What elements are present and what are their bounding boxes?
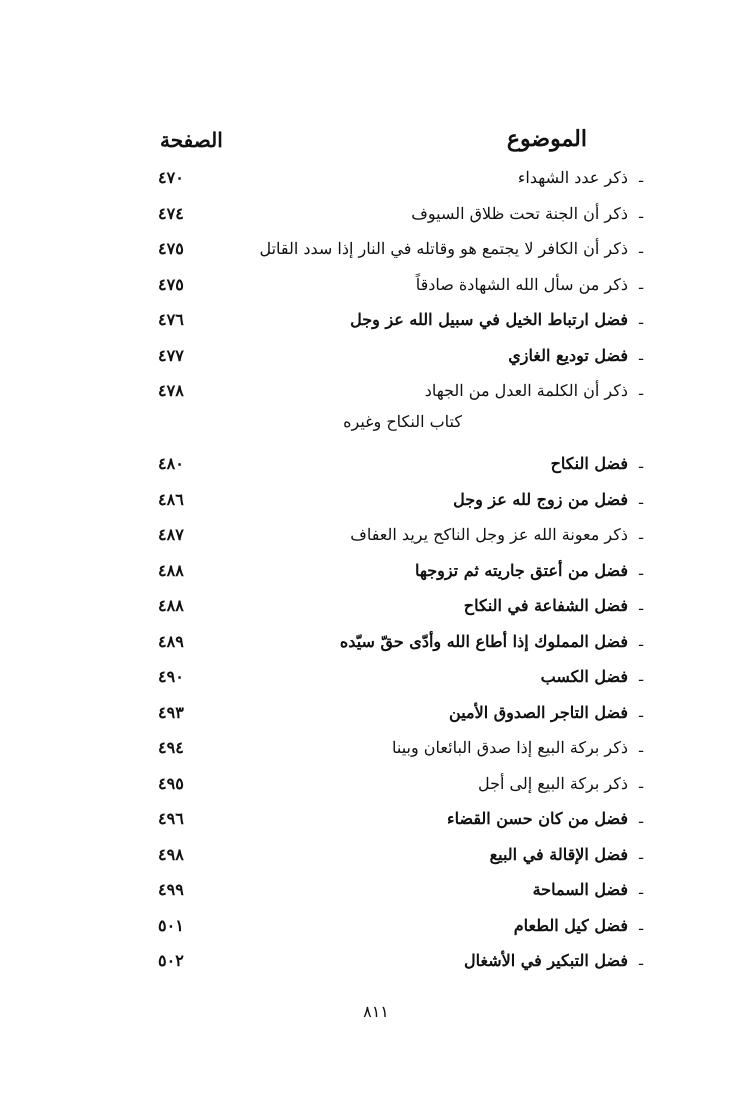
toc-entry-title: ذكر معونة الله عز وجل الناكح يريد العفاف (350, 525, 628, 544)
toc-entry-title: فضل من زوج لله عز وجل (453, 489, 628, 509)
toc-entry (0, 160, 752, 196)
toc-entry-page: ٤٨٩ (158, 631, 184, 651)
toc-entry-page: ٤٧٥ (158, 239, 184, 258)
toc-entry-title: فضل كيل الطعام (513, 915, 628, 935)
toc-entry-page: ٤٩٤ (158, 738, 184, 757)
column-header-page: الصفحة (160, 128, 223, 152)
toc-entry-title: ذكر من سأل الله الشهادة صادقاً (415, 274, 628, 294)
toc-entry-title: ذكر بركة البيع إلى أجل (478, 773, 628, 793)
toc-entry-dash: ـ (638, 882, 644, 898)
toc-entry-dash: ـ (638, 846, 644, 863)
toc-entry-title: فضل من أعتق جاريته ثم تزوجها (414, 560, 628, 580)
toc-entry-dash: ـ (638, 383, 644, 399)
toc-entry-title: فضل الكسب (540, 667, 628, 686)
toc-entry-dash: ـ (638, 241, 644, 257)
toc-entry (0, 446, 752, 482)
toc-entry-page: ٤٨٧ (158, 525, 184, 544)
toc-entry-title: ذكر أن الكافر لا يجتمع هو وقاتله في النار إذا سدد القاتل (259, 239, 628, 258)
toc-entry-page: ٤٧٠ (158, 168, 184, 187)
toc-entry-page: ٤٩٣ (158, 702, 184, 722)
toc-entry-page: ٤٧٦ (158, 310, 184, 329)
toc-entry-dash: ـ (638, 917, 644, 934)
section-title: كتاب النكاح وغيره (343, 412, 462, 431)
toc-entry-dash: ـ (638, 347, 644, 364)
toc-entry (0, 553, 752, 589)
toc-entry-dash: ـ (638, 775, 644, 792)
toc-entry-page: ٥٠٢ (158, 951, 184, 970)
toc-entry-title: فضل السماحة (532, 880, 628, 899)
toc-entry-dash: ـ (638, 205, 644, 222)
toc-entry-page: ٤٨٨ (158, 560, 184, 580)
toc-entry-dash: ـ (638, 527, 644, 543)
toc-entry-dash: ـ (638, 704, 644, 721)
toc-entry-title: فضل توديع الغازي (508, 345, 628, 365)
toc-entry (0, 943, 752, 979)
toc-entry-dash: ـ (638, 456, 644, 472)
toc-entry-dash: ـ (638, 953, 644, 969)
toc-entry (0, 624, 752, 660)
toc-entry-dash: ـ (638, 633, 644, 650)
toc-entry-title: ذكر بركة البيع إذا صدق البائعان وبينا (392, 738, 628, 757)
toc-entry-dash: ـ (638, 669, 644, 685)
toc-entry (0, 730, 752, 766)
toc-entry (0, 588, 752, 624)
page-number: ٨١١ (363, 1002, 389, 1021)
toc-entry-title: فضل التبكير في الأشغال (464, 951, 628, 970)
toc-entry (0, 302, 752, 338)
toc-entry-page: ٤٩٠ (158, 667, 184, 686)
toc-entry-page: ٤٧٥ (158, 274, 184, 294)
toc-entry-dash: ـ (638, 170, 644, 186)
toc-entry-page: ٤٩٥ (158, 773, 184, 793)
toc-entry (0, 517, 752, 553)
toc-entry (0, 338, 752, 374)
toc-entry (0, 196, 752, 232)
toc-entry-dash: ـ (638, 491, 644, 508)
column-header-topic: الموضوع (506, 126, 587, 152)
toc-entry-dash: ـ (638, 740, 644, 756)
toc-entry (0, 231, 752, 267)
toc-entry-title: فضل الشفاعة في النكاح (463, 596, 628, 615)
toc-entry (0, 908, 752, 944)
toc-entry-page: ٤٧٨ (158, 381, 184, 400)
toc-entry (0, 267, 752, 303)
toc-entry-dash: ـ (638, 598, 644, 614)
toc-entry-page: ٤٨٨ (158, 596, 184, 615)
toc-entry-title: ذكر عدد الشهداء (517, 168, 628, 187)
toc-entry-page: ٤٧٧ (158, 345, 184, 365)
toc-entry (0, 373, 752, 409)
toc-entry-dash: ـ (638, 276, 644, 293)
toc-entry-title: فضل المملوك إذا أطاع الله وأدّى حقّ سيّده (339, 631, 628, 651)
toc-entry-page: ٤٧٤ (158, 203, 184, 223)
toc-entry-dash: ـ (638, 562, 644, 579)
toc-entry (0, 482, 752, 518)
toc-entry-dash: ـ (638, 811, 644, 827)
toc-entry-title: فضل التاجر الصدوق الأمين (449, 702, 628, 722)
toc-entry (0, 801, 752, 837)
toc-entry (0, 837, 752, 873)
toc-entry (0, 766, 752, 802)
toc-entry-page: ٥٠١ (158, 915, 184, 935)
toc-entry-title: فضل الإقالة في البيع (489, 844, 628, 864)
toc-entry-page: ٤٩٩ (158, 880, 184, 899)
toc-entry-page: ٤٩٦ (158, 809, 184, 828)
toc-entry-title: ذكر أن الجنة تحت ظلاق السيوف (411, 203, 628, 223)
toc-entry-title: فضل النكاح (550, 454, 628, 473)
toc-entry-title: ذكر أن الكلمة العدل من الجهاد (424, 381, 628, 400)
toc-entry-dash: ـ (638, 312, 644, 328)
toc-entry (0, 695, 752, 731)
toc-entry-page: ٤٩٨ (158, 844, 184, 864)
toc-entry-title: فضل من كان حسن القضاء (447, 809, 628, 828)
toc-entry-page: ٤٨٦ (158, 489, 184, 509)
toc-entry-page: ٤٨٠ (158, 454, 184, 473)
toc-entry (0, 659, 752, 695)
toc-entry-title: فضل ارتباط الخيل في سبيل الله عز وجل (350, 310, 628, 329)
toc-entry (0, 872, 752, 908)
